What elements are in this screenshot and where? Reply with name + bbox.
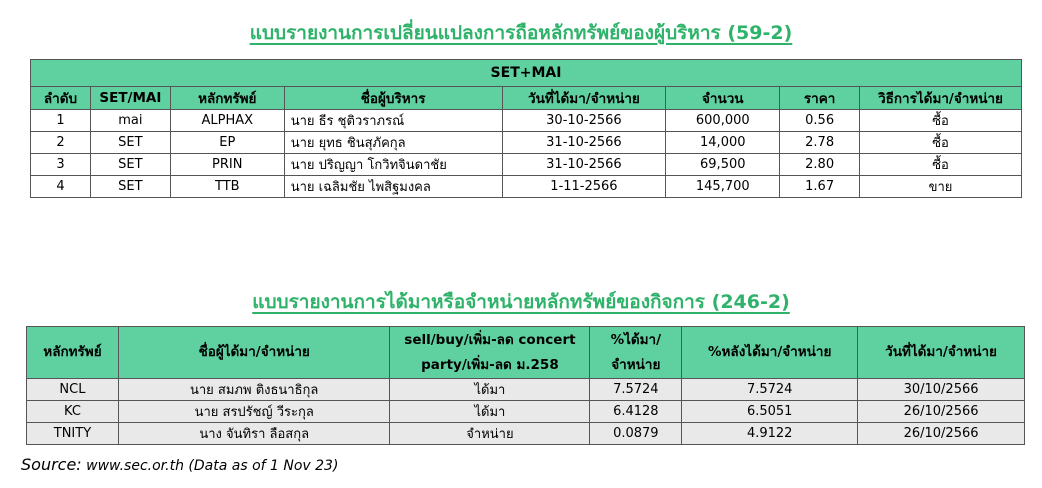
col-header-percent-after: %หลังได้มา/จำหน่าย bbox=[682, 327, 858, 379]
source-label: Source: bbox=[21, 455, 82, 474]
table-row bbox=[27, 423, 1025, 445]
col-header-acquirer-name: ชื่อผู้ได้มา/จำหน่าย bbox=[118, 327, 390, 379]
table-row bbox=[27, 401, 1025, 423]
col-header-percent-acquired bbox=[590, 327, 682, 379]
cell-transaction-type: จำหน่าย bbox=[390, 423, 590, 445]
cell-percent-after: 7.5724 bbox=[682, 379, 858, 401]
cell-quantity: 14,000 bbox=[666, 132, 780, 154]
cell-market: SET bbox=[90, 176, 170, 198]
col-header-security: หลักทรัพย์ bbox=[27, 327, 119, 379]
cell-no: 4 bbox=[31, 176, 91, 198]
cell-date: 30/10/2566 bbox=[858, 379, 1025, 401]
cell-security: TNITY bbox=[27, 423, 119, 445]
cell-price: 1.67 bbox=[780, 176, 860, 198]
market-band-header: SET+MAI bbox=[31, 60, 1022, 87]
cell-market: SET bbox=[90, 132, 170, 154]
cell-percent-after: 6.5051 bbox=[682, 401, 858, 423]
col-header-security: หลักทรัพย์ bbox=[170, 87, 284, 110]
cell-date: 30-10-2566 bbox=[502, 110, 666, 132]
cell-no: 1 bbox=[31, 110, 91, 132]
company-acquisition-table bbox=[26, 326, 1025, 445]
cell-security: PRIN bbox=[170, 154, 284, 176]
cell-price: 0.56 bbox=[780, 110, 860, 132]
cell-acquirer-name: นาย สมภพ ติงธนาธิกุล bbox=[118, 379, 390, 401]
cell-acquirer-name: นาง จันทิรา ลือสกุล bbox=[118, 423, 390, 445]
col-header-no: ลำดับ bbox=[31, 87, 91, 110]
col-header-percent-acquired-line2: จำหน่าย bbox=[611, 356, 661, 373]
cell-executive-name: นาย ธีร ชุติวราภรณ์ bbox=[284, 110, 502, 132]
cell-market: SET bbox=[90, 154, 170, 176]
cell-security: ALPHAX bbox=[170, 110, 284, 132]
cell-date: 31-10-2566 bbox=[502, 132, 666, 154]
col-header-date: วันที่ได้มา/จำหน่าย bbox=[502, 87, 666, 110]
col-header-method: วิธีการได้มา/จำหน่าย bbox=[860, 87, 1022, 110]
cell-market: mai bbox=[90, 110, 170, 132]
report1-title: แบบรายงานการเปลี่ยนแปลงการถือหลักทรัพย์ของผู้บริหาร (59-2) bbox=[249, 22, 793, 44]
cell-percent-acquired: 6.4128 bbox=[590, 401, 682, 423]
cell-method: ซื้อ bbox=[860, 154, 1022, 176]
source-note bbox=[21, 455, 338, 474]
cell-price: 2.78 bbox=[780, 132, 860, 154]
cell-method: ซื้อ bbox=[860, 110, 1022, 132]
cell-percent-acquired: 0.0879 bbox=[590, 423, 682, 445]
table-row bbox=[31, 154, 1022, 176]
cell-executive-name: นาย ปริญญา โกวิทจินดาชัย bbox=[284, 154, 502, 176]
cell-date: 26/10/2566 bbox=[858, 423, 1025, 445]
cell-security: TTB bbox=[170, 176, 284, 198]
col-header-transaction-type-line2: party/เพิ่ม-ลด ม.258 bbox=[421, 356, 559, 373]
cell-no: 3 bbox=[31, 154, 91, 176]
report2-title: แบบรายงานการได้มาหรือจำหน่ายหลักทรัพย์ของกิจการ (246-2) bbox=[252, 291, 790, 313]
table-row bbox=[31, 132, 1022, 154]
col-header-percent-acquired-line1: %ได้มา/ bbox=[610, 331, 662, 348]
col-header-market: SET/MAI bbox=[90, 87, 170, 110]
cell-executive-name: นาย เฉลิมชัย ไพสิฐมงคล bbox=[284, 176, 502, 198]
cell-quantity: 600,000 bbox=[666, 110, 780, 132]
cell-date: 31-10-2566 bbox=[502, 154, 666, 176]
cell-security: EP bbox=[170, 132, 284, 154]
cell-method: ซื้อ bbox=[860, 132, 1022, 154]
table-row bbox=[31, 110, 1022, 132]
col-header-executive-name: ชื่อผู้บริหาร bbox=[284, 87, 502, 110]
cell-transaction-type: ได้มา bbox=[390, 401, 590, 423]
cell-price: 2.80 bbox=[780, 154, 860, 176]
cell-percent-after: 4.9122 bbox=[682, 423, 858, 445]
col-header-transaction-type bbox=[390, 327, 590, 379]
cell-percent-acquired: 7.5724 bbox=[590, 379, 682, 401]
cell-date: 1-11-2566 bbox=[502, 176, 666, 198]
executive-holdings-table bbox=[30, 59, 1022, 198]
cell-quantity: 145,700 bbox=[666, 176, 780, 198]
cell-transaction-type: ได้มา bbox=[390, 379, 590, 401]
cell-acquirer-name: นาย สรปรัชญ์ วีระกุล bbox=[118, 401, 390, 423]
cell-no: 2 bbox=[31, 132, 91, 154]
col-header-price: ราคา bbox=[780, 87, 860, 110]
table-row bbox=[31, 176, 1022, 198]
cell-security: NCL bbox=[27, 379, 119, 401]
cell-security: KC bbox=[27, 401, 119, 423]
table-row bbox=[27, 379, 1025, 401]
col-header-transaction-type-line1: sell/buy/เพิ่ม-ลด concert bbox=[404, 331, 576, 348]
cell-method: ขาย bbox=[860, 176, 1022, 198]
cell-quantity: 69,500 bbox=[666, 154, 780, 176]
cell-executive-name: นาย ยุทธ ชินสุภัคกุล bbox=[284, 132, 502, 154]
source-text: www.sec.or.th (Data as of 1 Nov 23) bbox=[86, 458, 339, 474]
col-header-date: วันที่ได้มา/จำหน่าย bbox=[858, 327, 1025, 379]
cell-date: 26/10/2566 bbox=[858, 401, 1025, 423]
col-header-quantity: จำนวน bbox=[666, 87, 780, 110]
